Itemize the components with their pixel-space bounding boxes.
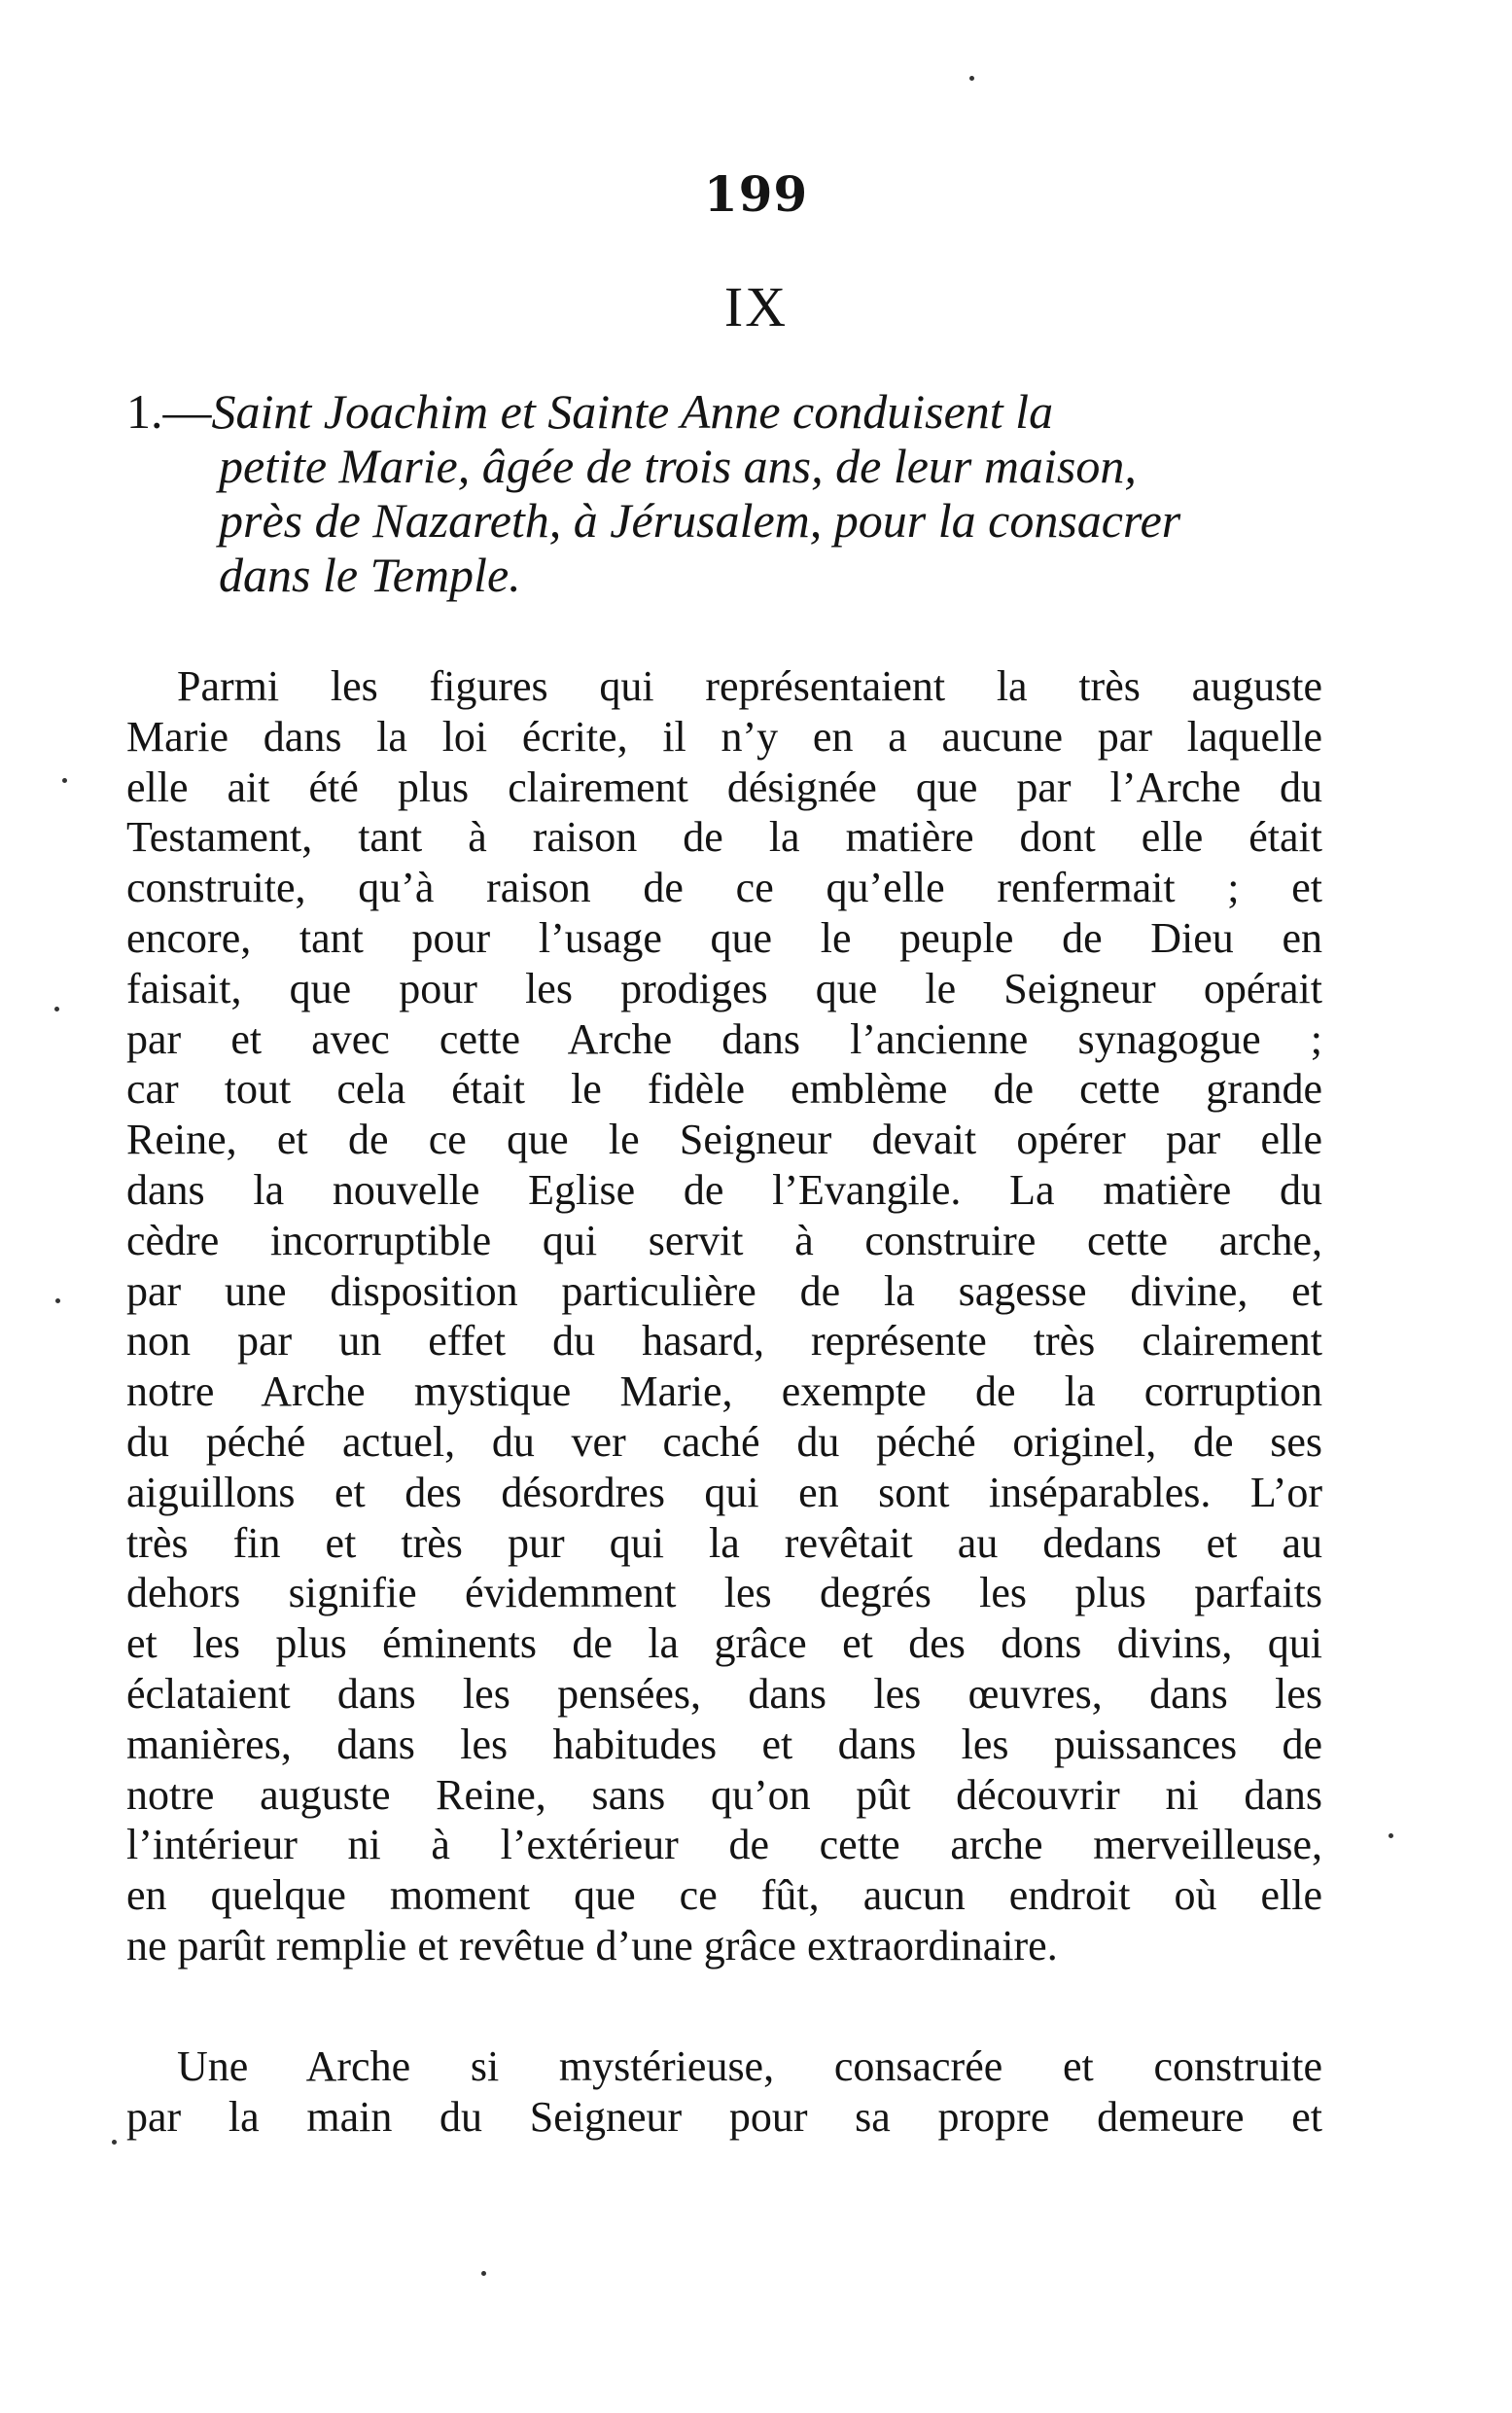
text-line: par une disposition particulière de la sagesse divine, et [126, 1266, 1322, 1315]
heading-line [126, 384, 1322, 439]
text-line: encore, tant pour l’usage que le peuple de Dieu en [126, 913, 1322, 962]
heading-line: petite Marie, âgée de trois ans, de leur maison, [219, 439, 1137, 493]
text-line: ne parût remplie et revêtue d’une grâce extraordinaire. [126, 1921, 1058, 1969]
text-line: cèdre incorruptible qui servit à construire cette arche, [126, 1216, 1322, 1264]
text-line: en quelque moment que ce fût, aucun endroit où elle [126, 1871, 1322, 1920]
text-line: Une Arche si mystérieuse, consacrée et construite [177, 2042, 1322, 2090]
text-line: très fin et très pur qui la revêtait au dedans et au [126, 1518, 1322, 1567]
print-speck [1389, 1833, 1393, 1838]
text-line: non par un effet du hasard, représente très clairement [126, 1317, 1322, 1366]
chapter-number: IX [723, 275, 789, 338]
text-line: éclataient dans les pensées, dans les œuvres, dans les [126, 1669, 1322, 1718]
print-speck [969, 76, 974, 81]
heading-line: dans le Temple. [219, 548, 521, 602]
heading-number: 1.— [126, 384, 212, 439]
print-speck [54, 1007, 59, 1011]
text-line: Reine, et de ce que le Seigneur devait opérer par elle [126, 1116, 1322, 1164]
print-speck [481, 2271, 486, 2276]
print-speck [55, 1298, 60, 1303]
text-line: et les plus éminents de la grâce et des dons divins, qui [126, 1619, 1322, 1668]
text-line: car tout cela était le fidèle emblème de cette grande [126, 1065, 1322, 1114]
text-line: aiguillons et des désordres qui en sont inséparables. L’or [126, 1468, 1322, 1516]
text-line: Parmi les figures qui représentaient la très auguste [177, 662, 1322, 710]
heading-line: près de Nazareth, à Jérusalem, pour la consacrer [219, 493, 1181, 548]
text-line: elle ait été plus clairement désignée que par l’Arche du [126, 763, 1322, 811]
text-line: Marie dans la loi écrite, il n’y en a aucune par laquelle [126, 712, 1322, 761]
text-line: manières, dans les habitudes et dans les puissances de [126, 1720, 1322, 1768]
page-number: 199 [703, 165, 809, 223]
section-heading [126, 384, 1322, 602]
text-line: Testament, tant à raison de la matière dont elle était [126, 813, 1322, 862]
text-line: notre Arche mystique Marie, exempte de la corruption [126, 1367, 1322, 1416]
text-line: du péché actuel, du ver caché du péché originel, de ses [126, 1417, 1322, 1466]
print-speck [62, 778, 67, 783]
text-line: dans la nouvelle Eglise de l’Evangile. La matière du [126, 1165, 1322, 1214]
text-line: construite, qu’à raison de ce qu’elle renfermait ; et [126, 864, 1322, 912]
heading-text: Saint Joachim et Sainte Anne conduisent la [211, 384, 1054, 439]
text-line: l’intérieur ni à l’extérieur de cette arche merveilleuse, [126, 1821, 1322, 1869]
paragraph-2 [126, 2041, 1322, 2143]
text-line: par et avec cette Arche dans l’ancienne synagogue ; [126, 1014, 1322, 1063]
print-speck [112, 2140, 117, 2145]
text-line: par la main du Seigneur pour sa propre demeure et [126, 2092, 1322, 2141]
text-line: faisait, que pour les prodiges que le Seigneur opérait [126, 964, 1322, 1012]
paragraph-1 [126, 661, 1322, 1971]
text-line: notre auguste Reine, sans qu’on pût découvrir ni dans [126, 1770, 1322, 1819]
text-line: dehors signifie évidemment les degrés les plus parfaits [126, 1569, 1322, 1617]
